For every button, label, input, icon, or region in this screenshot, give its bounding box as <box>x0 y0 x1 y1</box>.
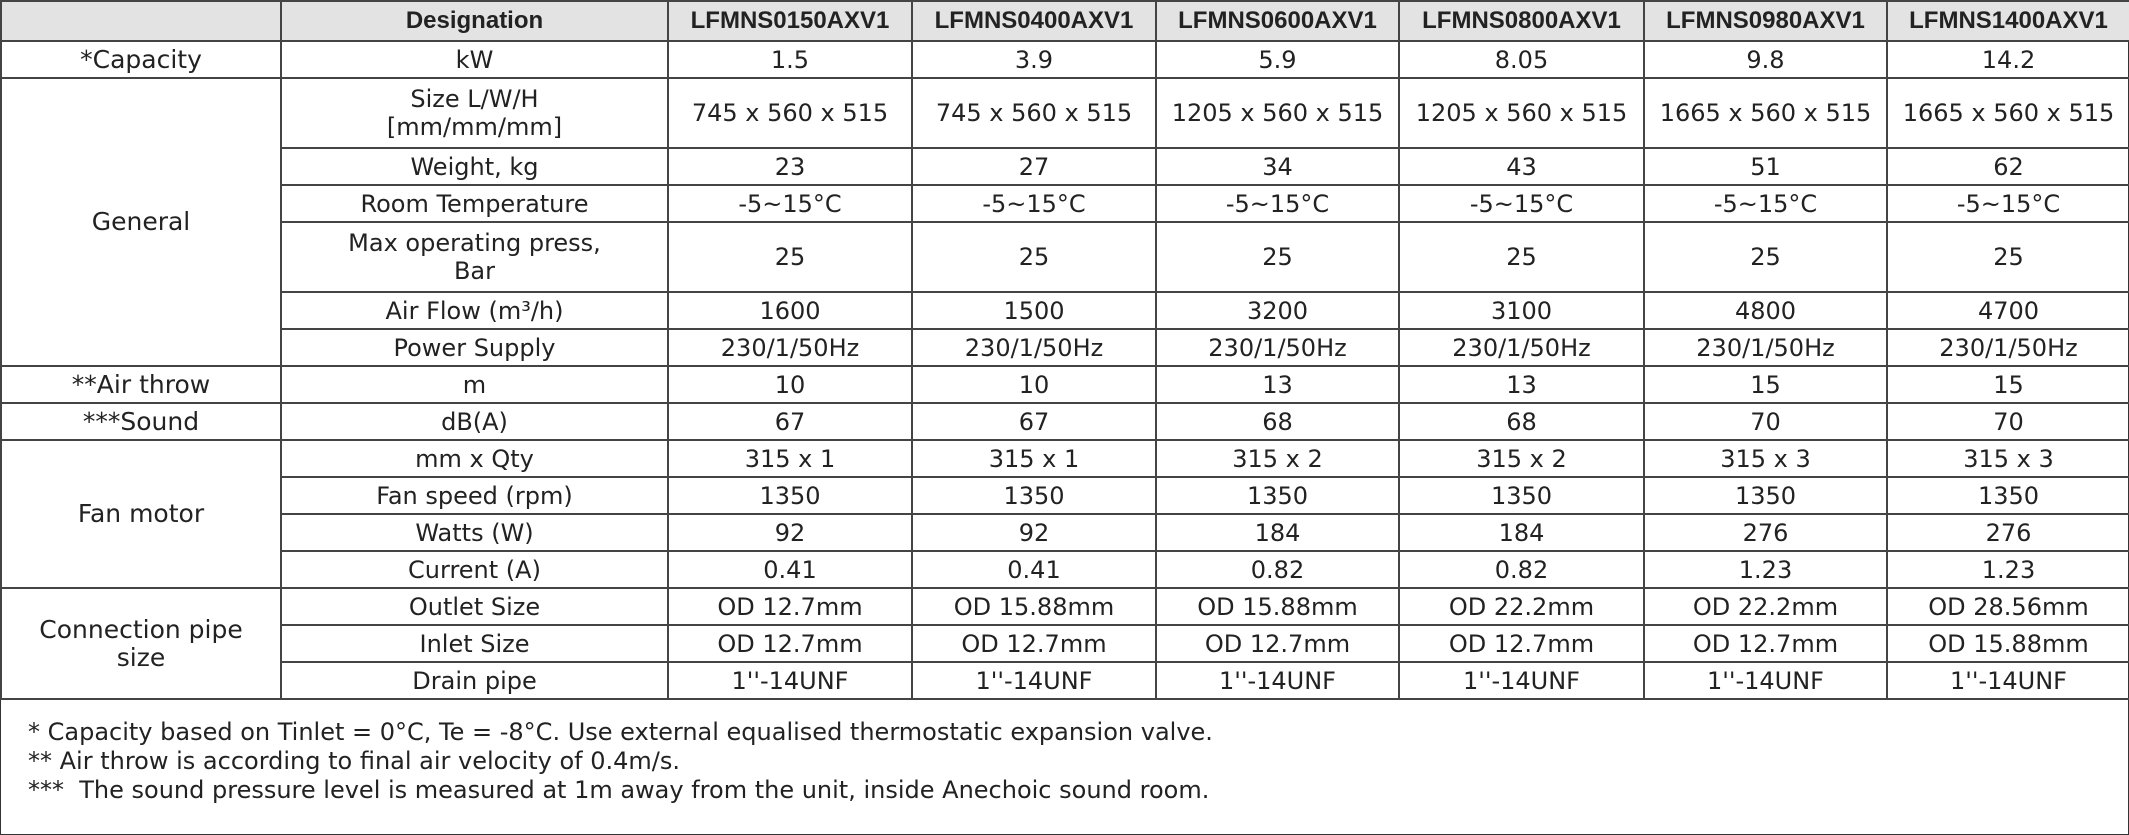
header-designation: Designation <box>281 1 668 41</box>
spec-value-cell: 1.23 <box>1644 551 1887 588</box>
spec-value-cell: 276 <box>1887 514 2129 551</box>
spec-value-cell: 27 <box>912 148 1156 185</box>
general-row <box>1 78 2129 148</box>
spec-value-cell: 315 x 3 <box>1887 440 2129 477</box>
spec-value-cell: 67 <box>912 403 1156 440</box>
spec-value-cell: 1''-14UNF <box>912 662 1156 699</box>
spec-value-cell: OD 12.7mm <box>1644 625 1887 662</box>
general-row <box>1 329 2129 366</box>
spec-value-cell: OD 15.88mm <box>1156 588 1399 625</box>
spec-value-cell: 230/1/50Hz <box>1156 329 1399 366</box>
spec-value-cell: -5~15°C <box>912 185 1156 222</box>
spec-value-cell: 315 x 3 <box>1644 440 1887 477</box>
spec-value-cell: -5~15°C <box>1156 185 1399 222</box>
spec-label-cell: Power Supply <box>281 329 668 366</box>
fan-motor-row <box>1 514 2129 551</box>
spec-value-cell: 1205 x 560 x 515 <box>1156 78 1399 148</box>
spec-value-cell: 315 x 2 <box>1156 440 1399 477</box>
spec-value-cell: OD 15.88mm <box>912 588 1156 625</box>
spec-value-cell: 315 x 1 <box>912 440 1156 477</box>
fan-motor-row <box>1 440 2129 477</box>
spec-value-cell: 230/1/50Hz <box>912 329 1156 366</box>
spec-label-cell: Inlet Size <box>281 625 668 662</box>
connection-pipe-row <box>1 588 2129 625</box>
general-row <box>1 185 2129 222</box>
fan-motor-category-cell: Fan motor <box>1 440 281 588</box>
spec-value-cell: 1''-14UNF <box>1644 662 1887 699</box>
spec-value-cell: OD 28.56mm <box>1887 588 2129 625</box>
spec-value-cell: 1''-14UNF <box>1399 662 1644 699</box>
spec-value-cell: 62 <box>1887 148 2129 185</box>
spec-label-cell: Drain pipe <box>281 662 668 699</box>
spec-value-cell: -5~15°C <box>1399 185 1644 222</box>
spec-value-cell: OD 22.2mm <box>1644 588 1887 625</box>
spec-value-cell: 4800 <box>1644 292 1887 329</box>
spec-value-cell: 9.8 <box>1644 41 1887 78</box>
spec-value-cell: 745 x 560 x 515 <box>912 78 1156 148</box>
spec-value-cell: 15 <box>1887 366 2129 403</box>
air-throw-category-cell: **Air throw <box>1 366 281 403</box>
spec-label-cell: Outlet Size <box>281 588 668 625</box>
spec-value-cell: 230/1/50Hz <box>1399 329 1644 366</box>
air-throw-row <box>1 366 2129 403</box>
spec-value-cell: 43 <box>1399 148 1644 185</box>
spec-value-cell: 25 <box>1156 222 1399 292</box>
spec-value-cell: 184 <box>1156 514 1399 551</box>
spec-label-cell: mm x Qty <box>281 440 668 477</box>
spec-value-cell: 14.2 <box>1887 41 2129 78</box>
header-model: LFMNS0800AXV1 <box>1399 1 1644 41</box>
spec-value-cell: 1350 <box>1887 477 2129 514</box>
spec-label-cell: m <box>281 366 668 403</box>
general-row <box>1 292 2129 329</box>
spec-value-cell: OD 12.7mm <box>1156 625 1399 662</box>
spec-value-cell: 25 <box>668 222 912 292</box>
header-model: LFMNS0980AXV1 <box>1644 1 1887 41</box>
spec-value-cell: 0.82 <box>1399 551 1644 588</box>
spec-value-cell: 1350 <box>1644 477 1887 514</box>
spec-label-cell: Current (A) <box>281 551 668 588</box>
spec-value-cell: 25 <box>1399 222 1644 292</box>
spec-value-cell: OD 12.7mm <box>1399 625 1644 662</box>
spec-value-cell: 315 x 1 <box>668 440 912 477</box>
spec-label-cell: Watts (W) <box>281 514 668 551</box>
spec-value-cell: 4700 <box>1887 292 2129 329</box>
spec-value-cell: -5~15°C <box>668 185 912 222</box>
spec-value-cell: 25 <box>912 222 1156 292</box>
sound-category-cell: ***Sound <box>1 403 281 440</box>
spec-value-cell: 1''-14UNF <box>668 662 912 699</box>
spec-label-cell: kW <box>281 41 668 78</box>
spec-value-cell: 184 <box>1399 514 1644 551</box>
spec-value-cell: 0.41 <box>912 551 1156 588</box>
header-model: LFMNS0400AXV1 <box>912 1 1156 41</box>
footnotes <box>28 718 2108 805</box>
spec-value-cell: 23 <box>668 148 912 185</box>
connection-pipe-row <box>1 662 2129 699</box>
spec-label-cell: Room Temperature <box>281 185 668 222</box>
spec-value-cell: 1350 <box>1156 477 1399 514</box>
spec-value-cell: 1600 <box>668 292 912 329</box>
spec-value-cell: 13 <box>1156 366 1399 403</box>
spec-value-cell: OD 22.2mm <box>1399 588 1644 625</box>
spec-label-cell: Fan speed (rpm) <box>281 477 668 514</box>
spec-value-cell: 51 <box>1644 148 1887 185</box>
spec-value-cell: 15 <box>1644 366 1887 403</box>
spec-value-cell: 1.5 <box>668 41 912 78</box>
spec-value-cell: -5~15°C <box>1644 185 1887 222</box>
spec-value-cell: 276 <box>1644 514 1887 551</box>
spec-value-cell: 1350 <box>1399 477 1644 514</box>
spec-value-cell: 745 x 560 x 515 <box>668 78 912 148</box>
spec-value-cell: 0.41 <box>668 551 912 588</box>
header-model: LFMNS0150AXV1 <box>668 1 912 41</box>
spec-value-cell: 68 <box>1156 403 1399 440</box>
header-model: LFMNS0600AXV1 <box>1156 1 1399 41</box>
sound-row <box>1 403 2129 440</box>
spec-value-cell: 3100 <box>1399 292 1644 329</box>
spec-value-cell: 3.9 <box>912 41 1156 78</box>
footnote-air-throw: ** Air throw is according to final air velocity of 0.4m/s. <box>28 747 680 775</box>
spec-value-cell: 8.05 <box>1399 41 1644 78</box>
spec-value-cell: 1665 x 560 x 515 <box>1887 78 2129 148</box>
spec-value-cell: 230/1/50Hz <box>668 329 912 366</box>
spec-value-cell: 230/1/50Hz <box>1887 329 2129 366</box>
capacity-category-cell: *Capacity <box>1 41 281 78</box>
connection-pipe-row <box>1 625 2129 662</box>
spec-value-cell: 1350 <box>668 477 912 514</box>
spec-value-cell: 1665 x 560 x 515 <box>1644 78 1887 148</box>
spec-label-cell: Max operating press, Bar <box>281 222 668 292</box>
spec-value-cell: 10 <box>668 366 912 403</box>
header-row <box>1 1 2129 41</box>
connection-pipe-category-cell: Connection pipe size <box>1 588 281 699</box>
spec-value-cell: 92 <box>912 514 1156 551</box>
spec-value-cell: 1''-14UNF <box>1156 662 1399 699</box>
spec-value-cell: 0.82 <box>1156 551 1399 588</box>
spec-value-cell: 5.9 <box>1156 41 1399 78</box>
spec-value-cell: 70 <box>1887 403 2129 440</box>
spec-value-cell: OD 12.7mm <box>668 625 912 662</box>
spec-label-cell: dB(A) <box>281 403 668 440</box>
general-category-cell: General <box>1 78 281 366</box>
fan-motor-row <box>1 477 2129 514</box>
spec-value-cell: 10 <box>912 366 1156 403</box>
spec-value-cell: 67 <box>668 403 912 440</box>
spec-value-cell: 68 <box>1399 403 1644 440</box>
header-corner-cell <box>1 1 281 41</box>
footnote-sound: *** The sound pressure level is measured at 1m away from the unit, inside Anechoic sound room. <box>28 776 1210 804</box>
spec-value-cell: OD 12.7mm <box>912 625 1156 662</box>
spec-value-cell: 34 <box>1156 148 1399 185</box>
general-row <box>1 148 2129 185</box>
capacity-row <box>1 41 2129 78</box>
spec-value-cell: 25 <box>1887 222 2129 292</box>
spec-value-cell: -5~15°C <box>1887 185 2129 222</box>
spec-value-cell: 1500 <box>912 292 1156 329</box>
spec-value-cell: 1''-14UNF <box>1887 662 2129 699</box>
spec-value-cell: 92 <box>668 514 912 551</box>
footnote-capacity: * Capacity based on Tinlet = 0°C, Te = -8°C. Use external equalised thermostatic expansion valve. <box>28 718 1213 746</box>
spec-value-cell: OD 15.88mm <box>1887 625 2129 662</box>
header-model: LFMNS1400AXV1 <box>1887 1 2129 41</box>
spec-value-cell: 25 <box>1644 222 1887 292</box>
spec-label-cell: Weight, kg <box>281 148 668 185</box>
spec-value-cell: 1350 <box>912 477 1156 514</box>
spec-value-cell: OD 12.7mm <box>668 588 912 625</box>
general-row <box>1 222 2129 292</box>
spec-value-cell: 230/1/50Hz <box>1644 329 1887 366</box>
spec-value-cell: 13 <box>1399 366 1644 403</box>
spec-table-body <box>1 41 2129 699</box>
spec-value-cell: 3200 <box>1156 292 1399 329</box>
spec-label-cell: Size L/W/H [mm/mm/mm] <box>281 78 668 148</box>
spec-value-cell: 1205 x 560 x 515 <box>1399 78 1644 148</box>
spec-value-cell: 70 <box>1644 403 1887 440</box>
spec-value-cell: 1.23 <box>1887 551 2129 588</box>
spec-value-cell: 315 x 2 <box>1399 440 1644 477</box>
fan-motor-row <box>1 551 2129 588</box>
spec-label-cell: Air Flow (m³/h) <box>281 292 668 329</box>
